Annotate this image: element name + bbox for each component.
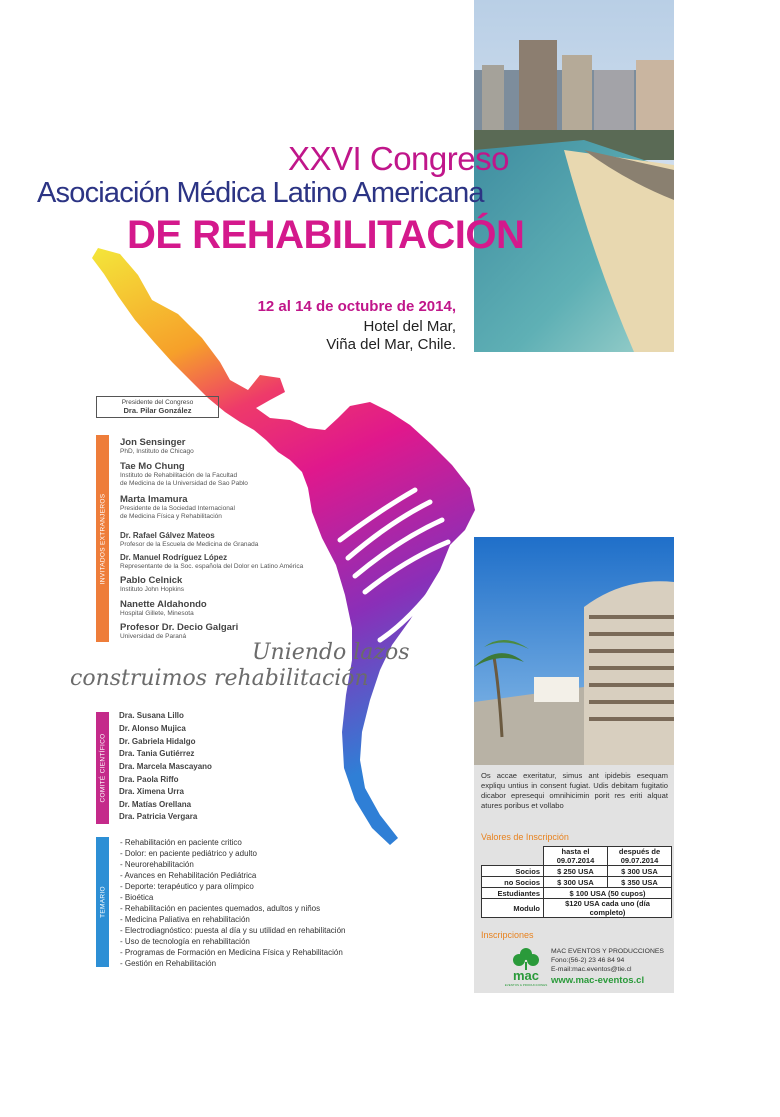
contact-phone: Fono:(56-2) 23 46 84 94 bbox=[551, 957, 625, 964]
temario-topic: - Dolor: en paciente pediátrico y adulto bbox=[120, 849, 257, 858]
temario-topic: - Neurorehabilitación bbox=[120, 860, 194, 869]
table-cell bbox=[482, 847, 544, 866]
temario-label: TEMARIO bbox=[99, 886, 106, 918]
guest-affiliation: Hospital Gillete, Minesota bbox=[120, 610, 194, 617]
contact-email[interactable]: E-mail:mac.eventos@tie.cl bbox=[551, 966, 632, 973]
comite-section-bar bbox=[96, 712, 109, 824]
table-row bbox=[482, 899, 672, 918]
temario-topic: - Rehabilitación en pacientes quemados, adultos y niños bbox=[120, 904, 321, 913]
row-label: Socios bbox=[482, 866, 544, 877]
comite-member: Dr. Matías Orellana bbox=[119, 800, 192, 809]
table-cell: $ 300 USA bbox=[544, 877, 608, 888]
table-row bbox=[482, 877, 672, 888]
event-date: 12 al 14 de octubre de 2014, bbox=[257, 298, 456, 315]
guest-name: Tae Mo Chung bbox=[120, 461, 185, 472]
logo-subtext: EVENTOS & PRODUCCIONES bbox=[504, 983, 548, 987]
president-role: Presidente del Congreso bbox=[121, 399, 194, 406]
president-box bbox=[96, 396, 219, 418]
header-line: hasta el bbox=[561, 847, 590, 856]
invitados-label: INVITADOS EXTRANJEROS bbox=[99, 493, 106, 584]
guest-affiliation: Representante de la Soc. española del Dolor en Latino América bbox=[120, 563, 304, 570]
table-row bbox=[482, 888, 672, 899]
guest-affiliation: Presidente de la Sociedad Internacional bbox=[120, 505, 235, 512]
hotel-photo bbox=[474, 537, 674, 765]
table-row bbox=[482, 847, 672, 866]
guest-name: Profesor Dr. Decio Galgari bbox=[120, 622, 239, 633]
temario-topic: - Medicina Paliativa en rehabilitación bbox=[120, 915, 250, 924]
contact-company: MAC EVENTOS Y PRODUCCIONES bbox=[551, 948, 664, 955]
table-cell: $ 100 USA (50 cupos) bbox=[544, 888, 672, 899]
registration-title: Inscripciones bbox=[481, 930, 534, 940]
temario-topic: - Programas de Formación en Medicina Física y Rehabilitación bbox=[120, 948, 343, 957]
guest-name: Dr. Manuel Rodríguez López bbox=[120, 553, 228, 562]
guest-affiliation: Instituto de Rehabilitación de la Facultad bbox=[120, 472, 238, 479]
guest-name: Nanette Aldahondo bbox=[120, 599, 207, 610]
table-header-cell bbox=[544, 847, 608, 866]
guest-item bbox=[120, 552, 340, 571]
comite-member: Dra. Ximena Urra bbox=[119, 787, 184, 796]
guest-affiliation: Universidad de Paraná bbox=[120, 633, 187, 640]
guest-item bbox=[120, 530, 320, 549]
comite-member: Dra. Paola Riffo bbox=[119, 775, 179, 784]
header-line: 09.07.2014 bbox=[620, 856, 659, 865]
temario-topic: - Deporte: terapéutico y para olímpico bbox=[120, 882, 254, 891]
mac-logo bbox=[503, 944, 549, 988]
table-header-cell bbox=[608, 847, 672, 866]
row-label: Estudiantes bbox=[482, 888, 544, 899]
comite-member: Dr. Gabriela Hidalgo bbox=[119, 737, 196, 746]
guest-item bbox=[120, 622, 320, 641]
temario-section-bar bbox=[96, 837, 109, 967]
comite-member: Dra. Patricia Vergara bbox=[119, 812, 198, 821]
table-cell: $120 USA cada uno (día completo) bbox=[544, 899, 672, 918]
guest-affiliation: Profesor de la Escuela de Medicina de Granada bbox=[120, 541, 259, 548]
temario-topic: - Gestión en Rehabilitación bbox=[120, 959, 217, 968]
guest-name: Marta Imamura bbox=[120, 494, 188, 505]
comite-member: Dr. Alonso Mujica bbox=[119, 724, 186, 733]
temario-topic: - Bioética bbox=[120, 893, 154, 902]
event-venue: Hotel del Mar, bbox=[363, 318, 456, 335]
event-city: Viña del Mar, Chile. bbox=[326, 336, 456, 353]
comite-member: Dra. Tania Gutiérrez bbox=[119, 749, 195, 758]
congress-number-title: XXVI Congreso bbox=[288, 140, 509, 177]
guest-item bbox=[120, 494, 320, 521]
president-name: Dra. Pilar González bbox=[123, 406, 192, 415]
guest-item bbox=[120, 599, 320, 618]
guest-name: Jon Sensinger bbox=[120, 437, 186, 448]
table-cell: $ 350 USA bbox=[608, 877, 672, 888]
logo-text: mac bbox=[512, 968, 540, 983]
guest-affiliation: de Medicina Física y Rehabilitación bbox=[120, 513, 222, 520]
temario-topic: - Rehabilitación en paciente critico bbox=[120, 838, 242, 847]
table-row bbox=[482, 866, 672, 877]
temario-topic: - Electrodiagnóstico: puesta al día y su utilidad en rehabilitación bbox=[120, 926, 346, 935]
fees-table bbox=[481, 846, 672, 918]
fees-title: Valores de Inscripción bbox=[481, 832, 569, 842]
temario-topic: - Uso de tecnología en rehabilitación bbox=[120, 937, 250, 946]
guest-affiliation: de Medicina de la Universidad de Sao Pablo bbox=[120, 480, 248, 487]
header-line: 09.07.2014 bbox=[556, 856, 595, 865]
rehabilitation-title: DE REHABILITACIÓN bbox=[127, 213, 525, 257]
temario-topic: - Avances en Rehabilitación Pediátrica bbox=[120, 871, 257, 880]
header-line: después de bbox=[618, 847, 661, 856]
comite-label: COMITÉ CIENTÍFICO bbox=[99, 733, 106, 803]
guest-affiliation: Instituto John Hopkins bbox=[120, 586, 184, 593]
invitados-section-bar bbox=[96, 435, 109, 642]
comite-member: Dra. Susana Lillo bbox=[119, 711, 184, 720]
guest-name: Dr. Rafael Gálvez Mateos bbox=[120, 531, 215, 540]
panel-blurb: Os accae exeritatur, simus ant ipidebis esequam expliqu untius in consent fugiat. Udis debitam fugitatio dicabor epresequi omnihicimin porit res eriti alquat atures poribus et vollabo bbox=[481, 771, 668, 810]
table-cell: $ 250 USA bbox=[544, 866, 608, 877]
guest-affiliation: PhD, Instituto de Chicago bbox=[120, 448, 194, 455]
row-label: Modulo bbox=[482, 899, 544, 918]
guest-item bbox=[120, 575, 320, 594]
comite-member: Dra. Marcela Mascayano bbox=[119, 762, 212, 771]
guest-item bbox=[120, 437, 320, 456]
slogan-line-2: construimos rehabilitación bbox=[70, 666, 369, 691]
slogan-line-1: Uniendo lazos bbox=[252, 640, 410, 665]
guest-item bbox=[120, 461, 320, 488]
guest-name: Pablo Celnick bbox=[120, 575, 183, 586]
row-label: no Socios bbox=[482, 877, 544, 888]
contact-website-link[interactable]: www.mac-eventos.cl bbox=[551, 975, 645, 986]
table-cell: $ 300 USA bbox=[608, 866, 672, 877]
association-title: Asociación Médica Latino Americana bbox=[37, 177, 484, 209]
